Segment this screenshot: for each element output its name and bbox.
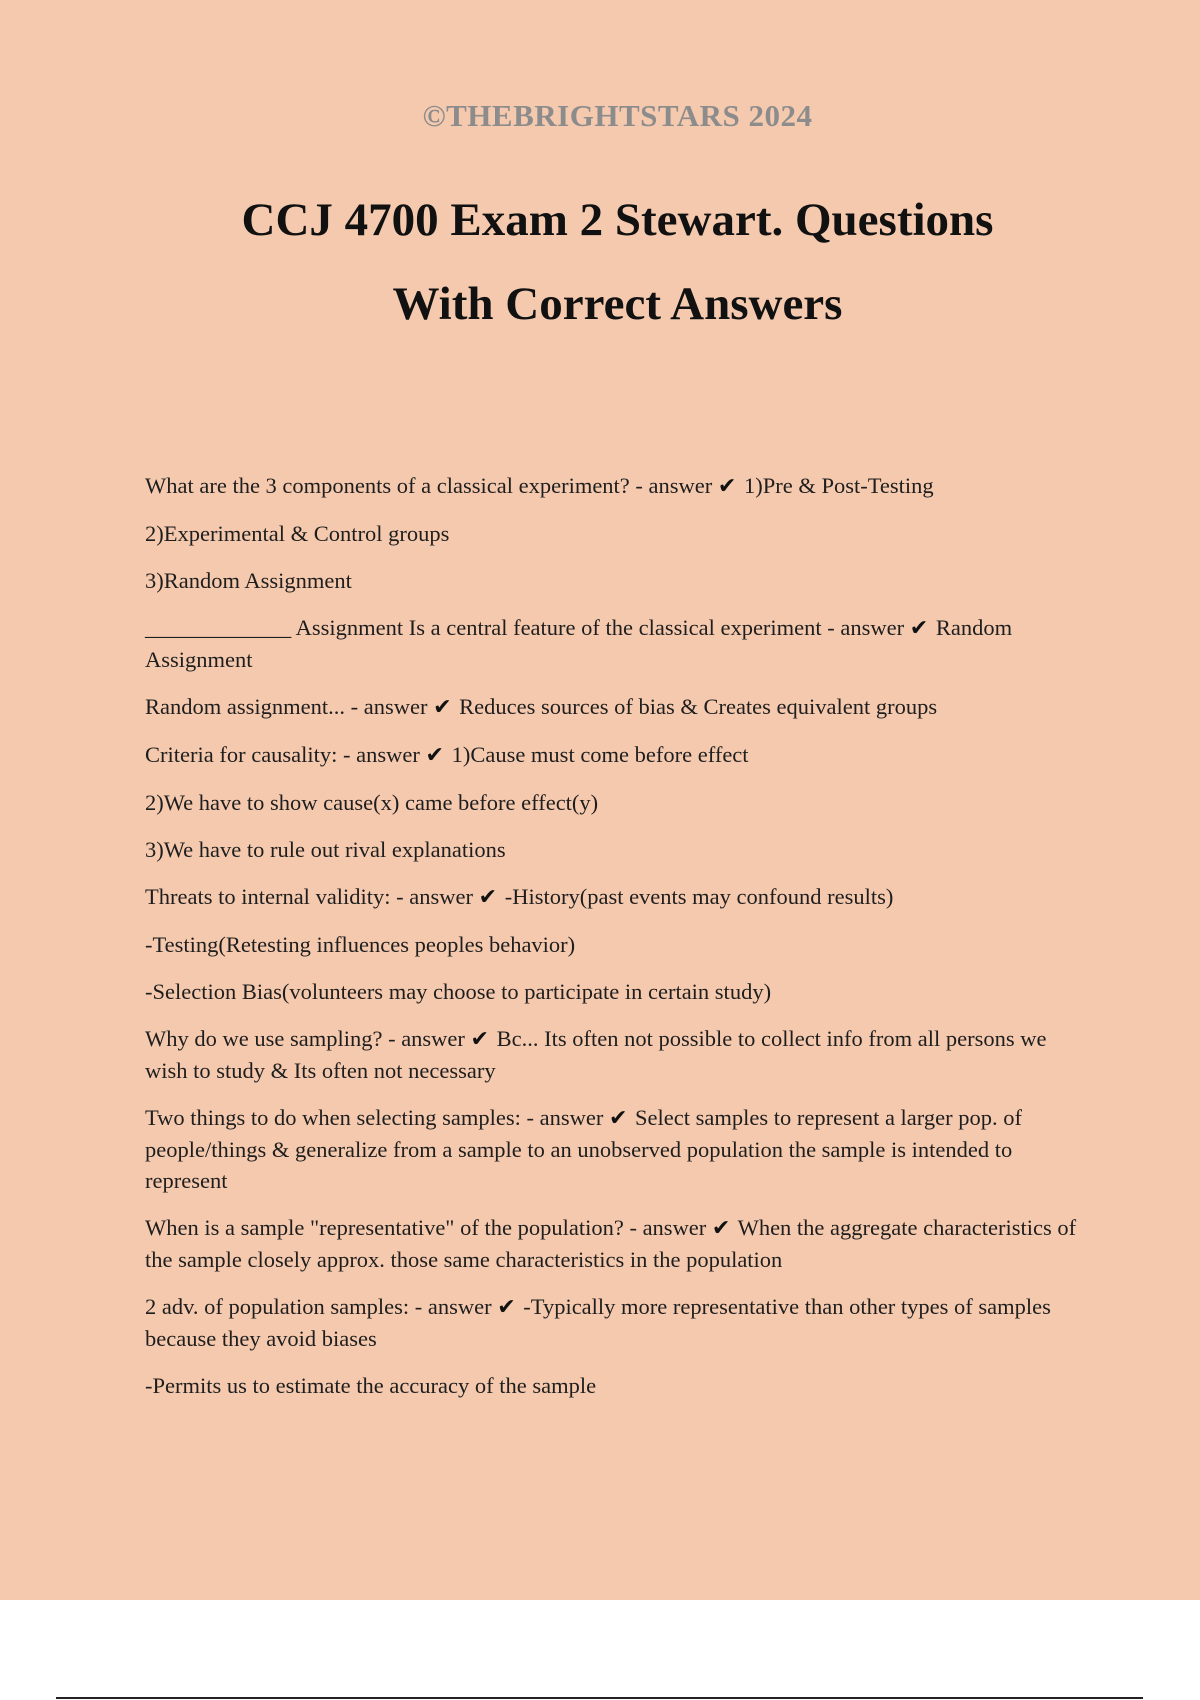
- qa-item: [145, 691, 1090, 723]
- qa-item: [145, 739, 1090, 771]
- question-text: Why do we use sampling? - answer: [145, 1026, 465, 1051]
- qa-item: [145, 470, 1090, 502]
- title-line-1: CCJ 4700 Exam 2 Stewart. Questions: [241, 194, 994, 246]
- check-mark-icon: ✔: [909, 616, 929, 641]
- question-text: Criteria for causality: - answer: [145, 742, 420, 767]
- answer-text: Bc... Its often not possible to collect info from all persons we wish to study & Its often not necessary: [145, 1026, 1047, 1083]
- qa-item: [145, 1212, 1090, 1275]
- check-mark-icon: ✔: [478, 885, 498, 910]
- check-mark-icon: ✔: [433, 695, 452, 720]
- answer-text: 1)Pre & Post-Testing: [738, 473, 934, 498]
- question-text: _____________ Assignment Is a central feature of the classical experiment - answer: [145, 615, 905, 640]
- answer-text: 1)Cause must come before effect: [445, 742, 749, 767]
- answer-text: -History(past events may confound results): [499, 884, 894, 909]
- qa-continuation: -Testing(Retesting influences peoples behavior): [145, 932, 576, 957]
- qa-list: [145, 470, 1090, 1417]
- qa-item: [145, 1102, 1090, 1196]
- answer-text: When the aggregate characteristics of the sample closely approx. those same characteristics in the population: [145, 1215, 1077, 1272]
- qa-continuation: -Selection Bias(volunteers may choose to participate in certain study): [145, 979, 772, 1004]
- question-text: When is a sample "representative" of the population? - answer: [145, 1215, 707, 1240]
- qa-continuation: 2)Experimental & Control groups: [145, 521, 450, 546]
- copyright-header: ©THEBRIGHTSTARS 2024: [422, 98, 813, 133]
- answer-text: Reduces sources of bias & Creates equivalent groups: [453, 694, 938, 719]
- qa-item: [145, 612, 1090, 675]
- question-text: 2 adv. of population samples: - answer: [145, 1294, 492, 1319]
- check-mark-icon: ✔: [425, 743, 444, 768]
- question-text: Threats to internal validity: - answer: [145, 884, 474, 909]
- question-text: Two things to do when selecting samples: - answer: [145, 1105, 604, 1130]
- qa-continuation: 3)Random Assignment: [145, 568, 352, 593]
- check-mark-icon: ✔: [717, 474, 737, 499]
- answer-text: -Typically more representative than other types of samples because they avoid biases: [145, 1294, 1051, 1351]
- qa-item: [145, 1023, 1090, 1086]
- qa-continuation: 2)We have to show cause(x) came before effect(y): [145, 790, 599, 815]
- qa-item: [145, 881, 1090, 913]
- title-line-2: With Correct Answers: [392, 278, 843, 330]
- footer-divider: [56, 1697, 1143, 1699]
- check-mark-icon: ✔: [470, 1027, 489, 1052]
- check-mark-icon: ✔: [497, 1295, 516, 1320]
- question-text: Random assignment... - answer: [145, 694, 428, 719]
- answer-text: Random Assignment: [145, 615, 1013, 672]
- qa-continuation: 3)We have to rule out rival explanations: [145, 837, 506, 862]
- check-mark-icon: ✔: [711, 1216, 731, 1241]
- qa-continuation: -Permits us to estimate the accuracy of the sample: [145, 1373, 597, 1398]
- page-title: [0, 178, 1200, 346]
- qa-item: [145, 1291, 1090, 1354]
- question-text: What are the 3 components of a classical experiment? - answer: [145, 473, 713, 498]
- answer-text: Select samples to represent a larger pop. of people/things & generalize from a sample to an unobserved population the sample is intended to represent: [145, 1105, 1022, 1193]
- check-mark-icon: ✔: [608, 1106, 628, 1131]
